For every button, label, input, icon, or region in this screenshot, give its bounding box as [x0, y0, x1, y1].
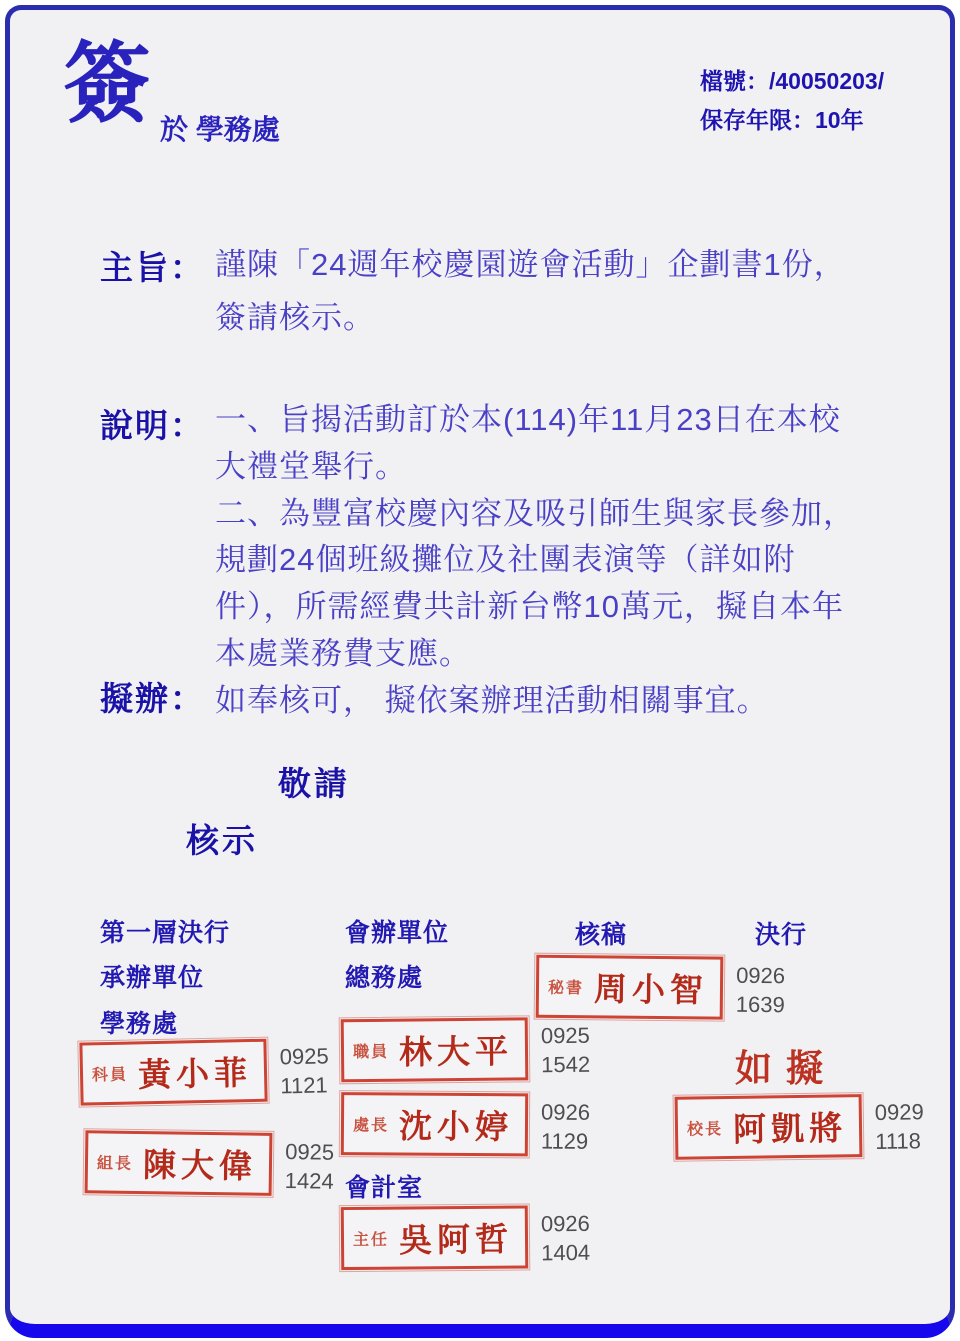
explanation-line: 規劃24個班級攤位及社團表演等（詳如附 [215, 542, 796, 578]
subject-text [215, 238, 846, 344]
subject-label: 主旨： [100, 249, 205, 286]
proposal-label: 擬辦： [100, 680, 205, 717]
stamp-time: 1424 [284, 1168, 334, 1194]
stamp-time: 1639 [735, 991, 785, 1018]
stamp-clerk-datetime [279, 1037, 329, 1100]
stamp-date: 0925 [540, 1022, 590, 1049]
explanation-label: 說明： [100, 407, 205, 444]
closing-respectfully: 敬請 [278, 765, 350, 802]
stamp-date: 0926 [541, 1099, 591, 1125]
stamp-section-chief-datetime [285, 1133, 335, 1196]
stamp-director-box [341, 1092, 528, 1156]
stamp-date: 0926 [540, 1210, 590, 1237]
stamp-accounting-chief-box [341, 1205, 529, 1270]
stamp-clerk-box [79, 1039, 267, 1106]
label-accounting-office: 會計室 [345, 1174, 424, 1202]
stamp-date: 0926 [736, 962, 786, 989]
explanation-text [215, 397, 855, 678]
explanation-line: 大禮堂舉行。 [215, 448, 407, 484]
stamp-time: 1129 [540, 1128, 589, 1154]
stamp-section-chief-name: 陳大偉 [142, 1145, 258, 1186]
stamp-secretary-datetime [736, 957, 786, 1020]
stamp-time: 1542 [541, 1051, 591, 1078]
stamp-clerk-name: 黃小菲 [137, 1053, 253, 1095]
header-decision: 決行 [755, 921, 808, 949]
explanation-line: 一、旨揭活動訂於本(114)年11月23日在本校 [215, 402, 841, 437]
stamp-clerk-title: 科員 [91, 1064, 129, 1085]
explanation-line: 二、為豐富校慶內容及吸引師生與家長參加， [215, 495, 855, 531]
stamp-date: 0925 [279, 1043, 329, 1070]
stamp-accounting-chief-datetime [541, 1205, 590, 1267]
subject-line: 謹陳「24週年校慶園遊會活動」企劃書1份， [215, 247, 846, 282]
file-number: 檔號：/40050203/ [700, 68, 885, 94]
stamp-principal-name: 阿凱將 [732, 1108, 848, 1149]
stamp-staff [341, 1017, 591, 1083]
stamp-staff-title: 職員 [352, 1041, 390, 1062]
subject-line: 簽請核示。 [215, 300, 375, 335]
decision-note: 如擬 [735, 1046, 837, 1090]
office-location-note: 於 學務處 [160, 114, 280, 145]
stamp-time: 1121 [280, 1072, 328, 1099]
stamp-director-name: 沈小婷 [398, 1106, 514, 1147]
label-handling-unit: 承辦單位 [100, 964, 205, 992]
file-info-block [700, 62, 884, 140]
explanation-line: 件），所需經費共計新台幣10萬元，擬自本年 [215, 589, 844, 625]
header-co-handling-unit: 會辦單位 [345, 919, 450, 947]
proposal-text: 如奉核可， 擬依案辦理活動相關事宜。 [215, 683, 769, 718]
document-page [5, 5, 955, 1338]
document-type-sign-character: 簽 [63, 34, 152, 133]
header-review: 核稿 [575, 921, 628, 949]
stamp-section-chief [85, 1130, 335, 1196]
stamp-date: 0925 [285, 1139, 335, 1165]
stamp-staff-box [341, 1017, 529, 1082]
label-student-affairs-office: 學務處 [100, 1010, 179, 1038]
retention-period: 保存年限：10年 [700, 107, 864, 133]
stamp-accounting-chief [341, 1205, 591, 1270]
stamp-accounting-chief-name: 吳阿哲 [398, 1219, 514, 1260]
stamp-accounting-chief-title: 主任 [352, 1229, 390, 1249]
stamp-principal-datetime [875, 1093, 925, 1156]
stamp-principal-title: 校長 [686, 1119, 724, 1139]
label-general-affairs-office: 總務處 [345, 964, 424, 992]
stamp-principal [675, 1093, 925, 1159]
stamp-time: 1118 [875, 1128, 922, 1154]
explanation-line: 本處業務費支應。 [215, 635, 471, 671]
stamp-director-title: 處長 [352, 1115, 390, 1135]
stamp-secretary-name: 周小智 [593, 969, 709, 1010]
stamp-secretary [536, 955, 786, 1021]
stamp-staff-name: 林大平 [398, 1031, 514, 1072]
stamp-secretary-title: 秘書 [547, 977, 585, 998]
stamp-date: 0929 [874, 1099, 924, 1125]
stamp-director [341, 1092, 590, 1157]
stamp-staff-datetime [541, 1017, 591, 1080]
stamp-section-chief-title: 組長 [96, 1153, 134, 1173]
stamp-time: 1404 [541, 1239, 591, 1266]
stamp-principal-box [675, 1094, 863, 1160]
stamp-director-datetime [541, 1094, 590, 1156]
stamp-section-chief-box [85, 1130, 273, 1196]
header-first-level-decision: 第一層決行 [100, 919, 231, 947]
stamp-secretary-box [536, 955, 724, 1020]
stamp-clerk [79, 1037, 329, 1105]
closing-approve: 核示 [186, 822, 258, 859]
